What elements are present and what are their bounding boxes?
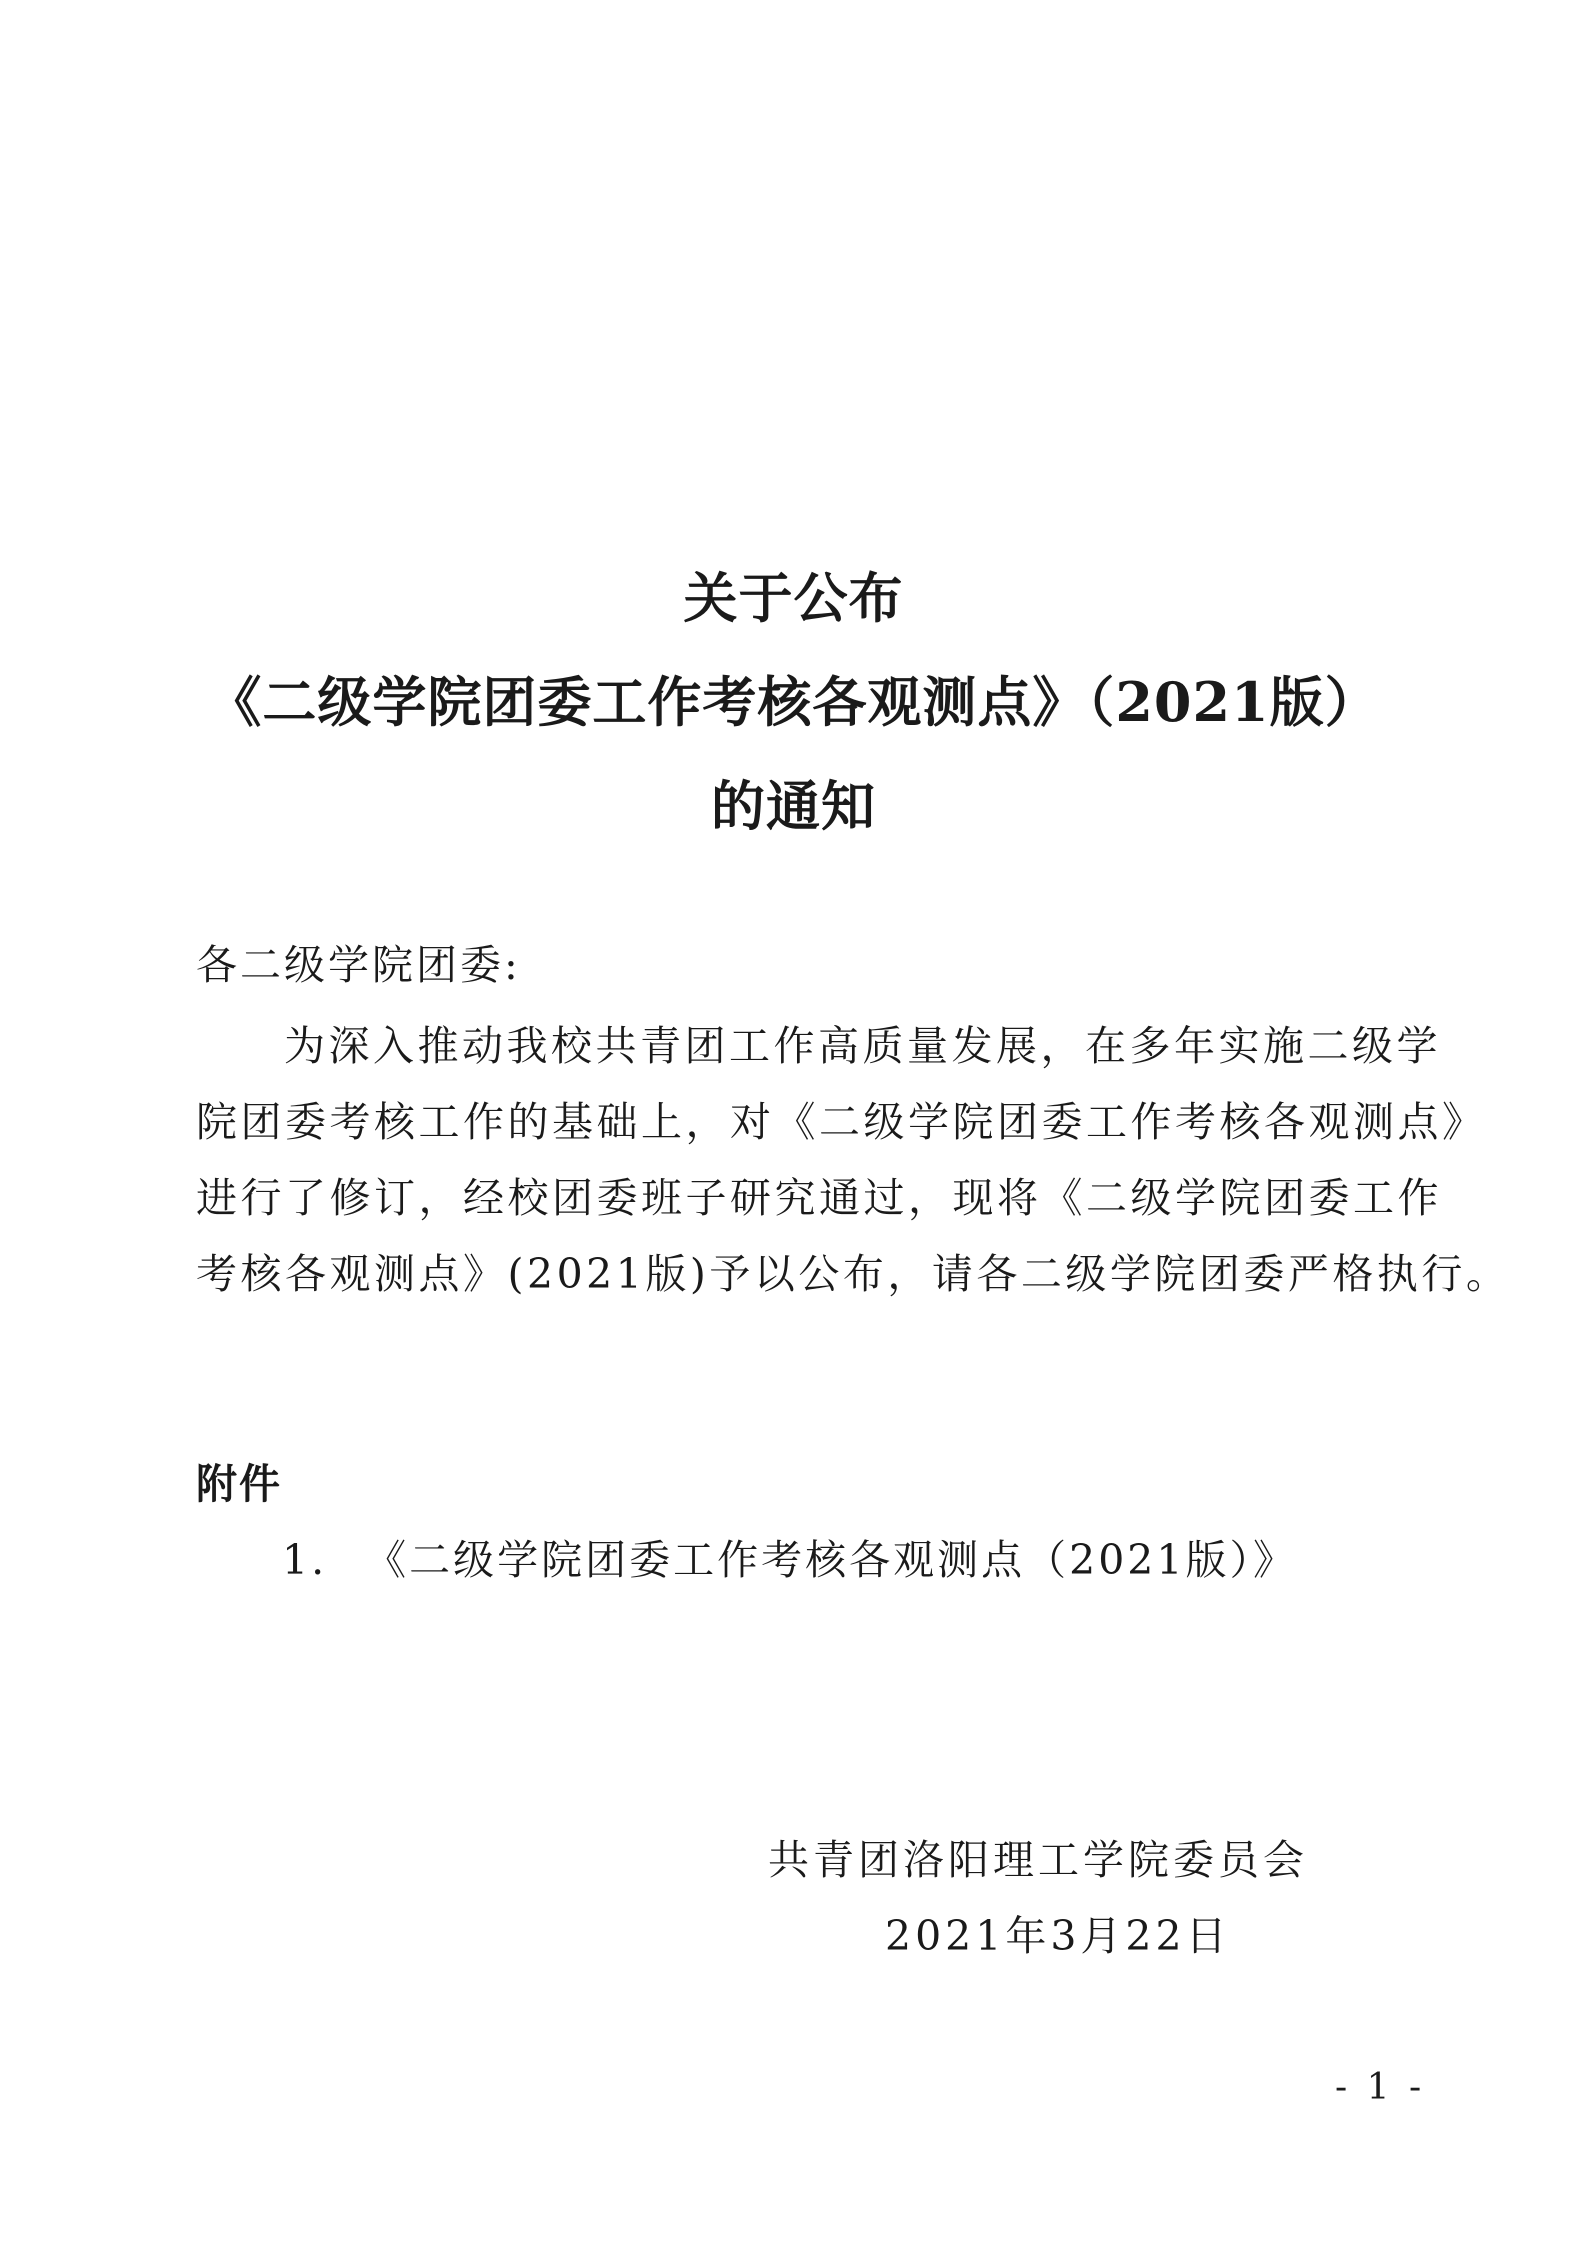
- attachment-item-text: 《二级学院团委工作考核各观测点（2021版）》: [365, 1536, 1297, 1584]
- title-line-1: 关于公布: [683, 566, 904, 630]
- paragraph-line-3: 进行了修订，经校团委班子研究通过，现将《二级学院团委工作: [196, 1174, 1442, 1222]
- paragraph-line-1: 为深入推动我校共青团工作高质量发展，在多年实施二级学: [284, 1022, 1441, 1070]
- attachment-item-number: 1.: [282, 1536, 328, 1584]
- paragraph-line-4: 考核各观测点》(2021版)予以公布，请各二级学院团委严格执行。: [196, 1250, 1511, 1298]
- signature-organization: 共青团洛阳理工学院委员会: [768, 1836, 1308, 1884]
- paragraph-line-2: 院团委考核工作的基础上，对《二级学院团委工作考核各观测点》: [196, 1098, 1487, 1146]
- salutation: 各二级学院团委:: [196, 941, 521, 989]
- signature-date: 2021年3月22日: [885, 1912, 1231, 1960]
- body-paragraph: [196, 1008, 1511, 1312]
- attachment-item: [282, 1530, 1297, 1590]
- title-line-2: 《二级学院团委工作考核各观测点》（2021版）: [207, 670, 1380, 734]
- page-number: - 1 -: [1335, 2067, 1426, 2108]
- attachment-heading: 附件: [196, 1460, 282, 1508]
- title-line-3: 的通知: [711, 774, 876, 838]
